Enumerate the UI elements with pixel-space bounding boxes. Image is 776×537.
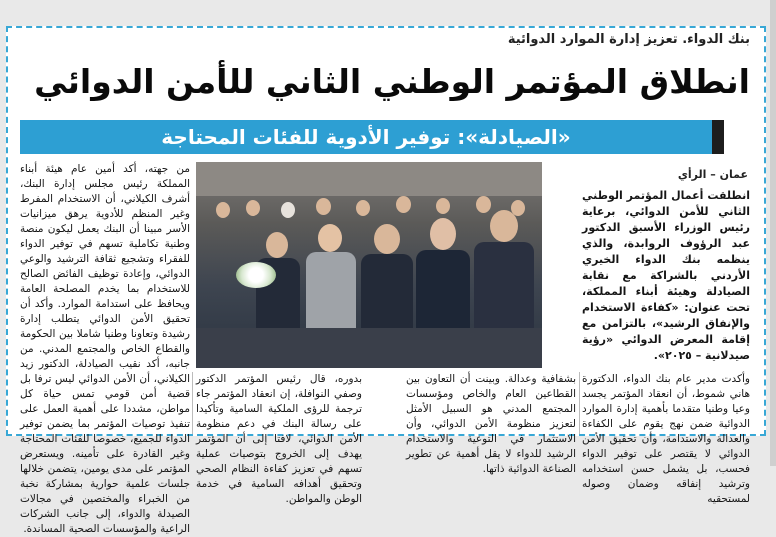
article-lede: انطلقت أعمال المؤتمر الوطني الثاني للأمن الدوائي، برعاية رئيس الوزراء الأسبق الدكتور عبد الرؤوف الروابدة، والذي ينظمه بنك الدواء الخيري الأردني بالشراكة مع نقابة الصيادلة وهيئة أبناء المملكة، تحت عنوان: «كفاءة الاستخدام والإنفاق الرشيد»، بالتزامن مع إقامة المعرض الدوائي «رؤية صيدلانية – ٢٠٢٥». bbox=[582, 189, 750, 362]
conference-photo bbox=[196, 162, 542, 368]
article-headline: انطلاق المؤتمر الوطني الثاني للأمن الدوائي bbox=[34, 62, 750, 101]
article-column-left: من جهته، أكد أمين عام هيئة أبناء المملكة رئيس مجلس إدارة البنك، أشرف الكيلاني، أن الاستخدام المفرط وغير المنظم للأدوية يرهق ميزانيات الأسر مبينا أن البنك يعمل ليكون منصة وطنية تكاملية تسهم في توفير الدواء للفقراء وتشجيع ثقافة الترشيد والوعي الدوائي، وإعادة توظيف الفائض الصالح للاستخدام بما يخدم المصلحة العامة ويحافظ على استدامة الموارد. وأكد أن تحقيق الأمن الدوائي يتطلب إدارة رشيدة وتعاونا وطنيا شاملا بين الحكومة والقطاع الخاص والمجتمع المدني. من جانبه، أكد نقيب الصيادلة، الدكتور زيد الكيلاني، أن الأمن الدوائي ليس ترفا بل قضية أمن قومي تمس حياة كل مواطن، مشددا على أهمية العمل على تنفيذ توصيات المؤتمر بما يضمن توفير الدواء للجميع، خصوصا للفئات المحتاجة وغير القادرة على تأمينه. ويستعرض المؤتمر على مدى يومين، يتضمن خلالها جلسات علمية حوارية بمشاركة نخبة من الخبراء والمختصين في مجالات الصيدلة والدواء، إلى جانب الشركات الراعية والمؤسسات الصحية المساندة. bbox=[20, 163, 190, 535]
flower-arrangement bbox=[236, 262, 276, 288]
article-column-bottom-left: بدوره، قال رئيس المؤتمر الدكتور وصفي النوافلة، إن انعقاد المؤتمر جاء ترجمة للرؤى الملكية السامية وتأكيدا على رسالة البنك في دعم منظومة الأمن الدوائي، لافتا إلى أن المؤتمر يهدف إلى الخروج بتوصيات عملية تسهم في تعزيز كفاءة النظام الصحي وتحقيق أهدافه السامية في خدمة الوطن والمواطن. bbox=[196, 373, 362, 505]
article-dateline: عمان – الرأي bbox=[677, 168, 748, 181]
article-subhead: «الصيادلة»: توفير الأدوية للفئات المحتاجة bbox=[20, 120, 712, 154]
subhead-accent-bar bbox=[712, 120, 724, 154]
article-column-bottom-middle: بشفافية وعدالة. وبينت أن التعاون بين القطاعين العام والخاص ومؤسسات المجتمع المدني هو السبيل الأمثل لتعزيز منظومة الأمن الدوائي، وأن الاستثمار في التوعية والاستخدام الرشيد للدواء لا يقل أهمية عن تطوير الصناعة الدوائية ذاتها. bbox=[406, 373, 576, 475]
newspaper-article bbox=[6, 26, 766, 535]
column-divider bbox=[579, 372, 580, 434]
page-edge bbox=[770, 0, 776, 466]
article-kicker: بنك الدواء. تعزيز إدارة الموارد الدوائية bbox=[507, 32, 750, 47]
article-column-bottom-right: وأكدت مدير عام بنك الدواء، الدكتورة هاني شموط، أن انعقاد المؤتمر يجسد وعيا وطنيا متقدما بأهمية إدارة الموارد الدوائية ضمن نهج يقوم على الكفاءة والعدالة والاستدامة، وأن تحقيق الأمن الدوائي لا يقتصر على توفير الدواء فحسب، بل يشمل حسن استخدامه وترشيد إنفاقه وضمان وصوله لمستحقيه bbox=[582, 373, 750, 505]
column-divider bbox=[192, 372, 193, 434]
